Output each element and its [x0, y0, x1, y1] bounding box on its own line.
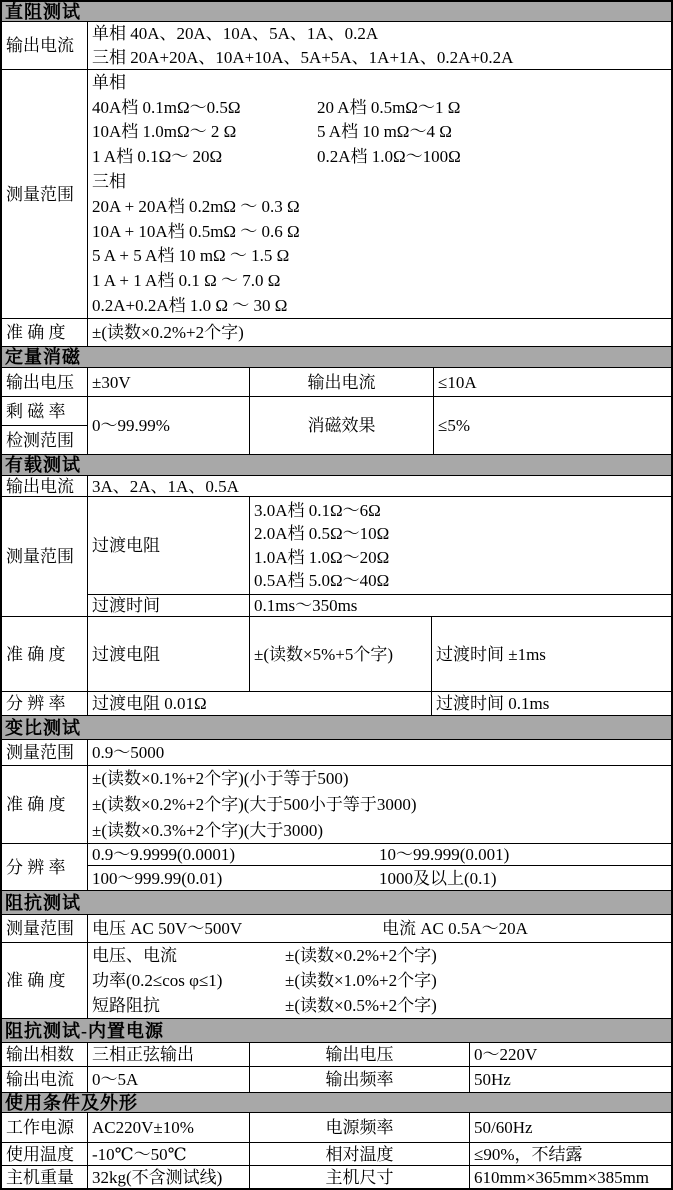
table-row [2, 22, 671, 70]
table-row [2, 844, 671, 891]
table-row [2, 1113, 671, 1143]
row-label: 输出电流 [2, 22, 88, 69]
cell-label: 电源频率 [250, 1113, 470, 1142]
section-title: 直阻测试 [5, 1, 81, 22]
row-label: 测量范围 [2, 70, 88, 318]
cell-value: 0～220V [474, 1045, 538, 1064]
cell-value: ±(读数×5%+5个字) [250, 617, 432, 691]
cell-value: ±(读数×0.2%+2个字) [92, 323, 244, 342]
cell-value [88, 943, 671, 1018]
cell-value: ±(读数×0.1%+2个字)(小于等于500) ±(读数×0.2%+2个字)(大于500小于等于3000) ±(读数×0.3%+2个字)(大于3000) [92, 769, 417, 840]
row-label: 测量范围 [2, 497, 88, 616]
row-label: 工作电源 [2, 1113, 88, 1142]
row-label: 输出电流 [2, 1067, 88, 1092]
cell-value: 100～999.99(0.01) 1000及以上(0.1) [92, 868, 497, 888]
row-label: 准 确 度 [2, 943, 88, 1018]
section-header-conditions [2, 1093, 671, 1113]
sub-row [88, 595, 671, 616]
section-title: 定量消磁 [5, 347, 81, 367]
value-line: 短路阻抗 ±(读数×0.5%+2个字) [92, 996, 437, 1015]
sub-row [88, 866, 671, 890]
cell-label: 过渡时间 [88, 595, 250, 616]
cell-value: ≤90%，不结露 [474, 1144, 583, 1164]
row-label: 测量范围 [2, 915, 88, 942]
row-label: 测量范围 [2, 740, 88, 765]
value-line: 10A + 10A档 0.5mΩ ～ 0.6 Ω [92, 221, 300, 241]
cell-label: 输出电压 [250, 1043, 470, 1066]
cell-value: AC220V±10% [88, 1113, 250, 1142]
cell-value: 过渡电阻 0.01Ω [88, 692, 432, 715]
section-title: 有载测试 [5, 455, 81, 475]
row-label: 输出相数 [2, 1043, 88, 1066]
table-row [2, 1143, 671, 1166]
section-header-impedance-test [2, 891, 671, 915]
cell-label: 过渡电阻 [88, 617, 250, 691]
value-line: 功率(0.2≤cos φ≤1) ±(读数×1.0%+2个字) [92, 971, 437, 990]
cell-value: -10℃～50℃ [88, 1143, 250, 1165]
section-title: 使用条件及外形 [5, 1092, 138, 1113]
value-line: 单相 40A、20A、10A、5A、1A、0.2A [92, 24, 379, 44]
table-row [2, 1043, 671, 1067]
row-label: 剩 磁 率 检测范围 [2, 397, 88, 454]
table-row [2, 692, 671, 716]
cell-group [88, 497, 671, 616]
value-line: 40A档 0.1mΩ～0.5Ω 20 A档 0.5mΩ～1 Ω [92, 97, 461, 117]
cell-value: 过渡时间 ±1ms [436, 644, 546, 664]
row-label: 输出电流 [2, 476, 88, 496]
row-label: 准 确 度 [2, 766, 88, 843]
sub-row [88, 844, 671, 866]
section-header-impedance-power [2, 1019, 671, 1043]
cell-value [88, 22, 671, 69]
cell-value: 610mm×365mm×385mm [474, 1167, 650, 1187]
table-row [2, 766, 671, 844]
value-line: 20A + 20A档 0.2mΩ ～ 0.3 Ω [92, 196, 300, 216]
table-row [2, 915, 671, 943]
table-row [2, 497, 671, 617]
cell-value: ≤10A [438, 372, 477, 392]
row-label: 输出电压 [2, 368, 88, 396]
table-row [2, 319, 671, 347]
cell-value: 三相正弦输出 [88, 1043, 250, 1066]
cell-label: 消磁效果 [250, 397, 434, 454]
cell-group [88, 844, 671, 890]
value-line: 5 A + 5 A档 10 mΩ ～ 1.5 Ω [92, 246, 290, 266]
value-line: 三相 [92, 172, 126, 192]
table-row [2, 1067, 671, 1093]
section-title: 变比测试 [5, 717, 81, 738]
cell-label: 相对温度 [250, 1143, 470, 1165]
table-row [2, 397, 671, 455]
table-row [2, 70, 671, 319]
cell-value: 50/60Hz [474, 1118, 533, 1137]
cell-value: 50Hz [474, 1070, 511, 1089]
row-label: 分 辨 率 [2, 692, 88, 715]
table-row [2, 368, 671, 397]
section-header-load-test [2, 455, 671, 476]
row-label: 主机重量 [2, 1166, 88, 1188]
value-line: 0.2A+0.2A档 1.0 Ω ～ 30 Ω [92, 296, 288, 316]
table-row [2, 943, 671, 1019]
value-line: 10A档 1.0mΩ～ 2 Ω 5 A档 10 mΩ～4 Ω [92, 122, 452, 142]
value-line: 1 A + 1 A档 0.1 Ω ～ 7.0 Ω [92, 271, 281, 291]
cell-value: ≤5% [438, 416, 470, 435]
cell-value: 电压 AC 50V～500V 电流 AC 0.5A～20A [92, 919, 528, 938]
row-label: 使用温度 [2, 1143, 88, 1165]
table-row [2, 617, 671, 692]
value-line: 电压、电流 ±(读数×0.2%+2个字) [92, 946, 437, 965]
section-header-dc-resistance [2, 2, 671, 22]
section-title: 阻抗测试 [5, 892, 81, 913]
table-row [2, 476, 671, 497]
cell-value: 32kg(不含测试线) [88, 1166, 250, 1188]
cell-value: ±30V [88, 368, 250, 396]
cell-value: 3.0A档 0.1Ω～6Ω 2.0A档 0.5Ω～10Ω 1.0A档 1.0Ω～20Ω 0.5A档 5.0Ω～40Ω [254, 500, 390, 591]
cell-value: 3A、2A、1A、0.5A [92, 476, 239, 496]
cell-value: 0.1ms～350ms [254, 596, 358, 615]
row-label: 准 确 度 [2, 617, 88, 691]
cell-value: 0.9～5000 [92, 743, 165, 762]
section-header-demagnetization [2, 347, 671, 368]
section-header-ratio-test [2, 716, 671, 740]
sub-row [88, 497, 671, 595]
cell-value: 0～99.99% [88, 397, 250, 454]
row-label: 准 确 度 [2, 319, 88, 346]
cell-value: 0.9～9.9999(0.0001) 10～99.999(0.001) [92, 845, 510, 864]
cell-label: 过渡电阻 [88, 497, 250, 594]
cell-label: 主机尺寸 [250, 1166, 470, 1188]
cell-value [88, 70, 671, 318]
value-line: 三相 20A+20A、10A+10A、5A+5A、1A+1A、0.2A+0.2A [92, 47, 514, 67]
cell-value: 过渡时间 0.1ms [436, 694, 550, 713]
cell-label: 输出频率 [250, 1067, 470, 1092]
value-line: 单相 [92, 72, 126, 92]
cell-label: 输出电流 [250, 368, 434, 396]
cell-value: 0～5A [88, 1067, 250, 1092]
section-title: 阻抗测试-内置电源 [5, 1020, 164, 1041]
value-line: 1 A档 0.1Ω～ 20Ω 0.2A档 1.0Ω～100Ω [92, 147, 461, 167]
table-row [2, 740, 671, 766]
table-row [2, 1166, 671, 1188]
row-label: 分 辨 率 [2, 844, 88, 890]
